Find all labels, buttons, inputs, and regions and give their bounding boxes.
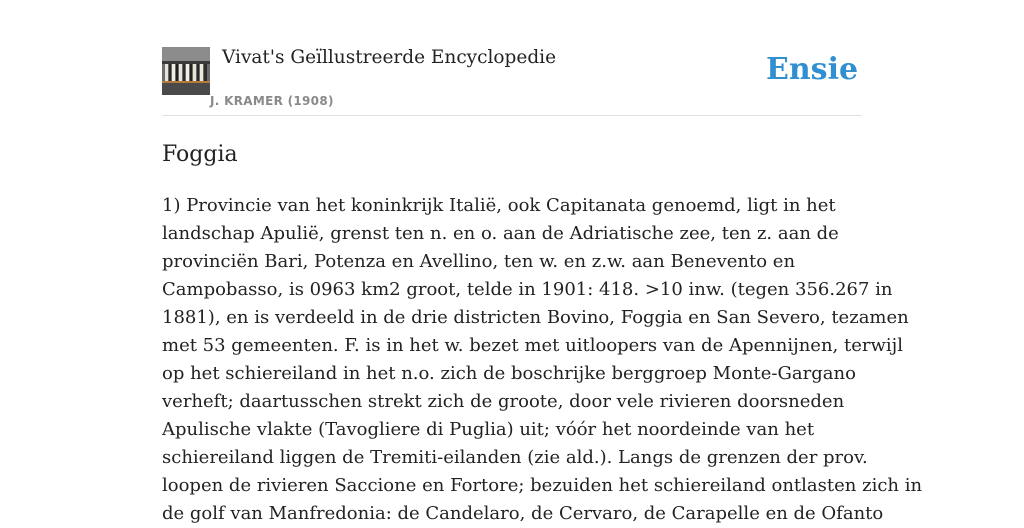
entry-line: provinciën Bari, Potenza en Avellino, ten w. en z.w. aan Benevento en — [162, 251, 796, 272]
book-spines-icon — [162, 47, 210, 95]
ensie-logo[interactable]: Ensie — [766, 52, 859, 87]
author-label: J. KRAMER (1908) — [210, 94, 334, 108]
entry-line: schiereiland liggen de Tremiti-eilanden (zie ald.). Langs de grenzen der prov. — [162, 447, 868, 468]
entry-line: de golf van Manfredonia: de Candelaro, de Cervaro, de Carapelle en de Ofanto — [162, 503, 884, 524]
entry-line: Apulische vlakte (Tavogliere di Puglia) uit; vóór het noordeinde van het — [162, 419, 815, 440]
entry-line: loopen de rivieren Saccione en Fortore; bezuiden het schiereiland ontlasten zich in — [162, 475, 923, 496]
entry-line: met 53 gemeenten. F. is in het w. bezet met uitloopers van de Apennijnen, terwijl — [162, 335, 903, 356]
entry-line: Campobasso, is 0963 km2 groot, telde in 1901: 418. >10 inw. (tegen 356.267 in — [162, 279, 893, 300]
entry-body — [162, 192, 923, 528]
entry-line: op het schiereiland in het n.o. zich de boschrijke berggroep Monte-Gargano — [162, 363, 856, 384]
entry-line: landschap Apulië, grenst ten n. en o. aan de Adriatische zee, ten z. aan de — [162, 223, 839, 244]
header-divider — [162, 115, 862, 116]
avatar[interactable] — [162, 47, 210, 95]
book-title[interactable]: Vivat's Geïllustreerde Encyclopedie — [222, 47, 557, 68]
entry-title: Foggia — [162, 142, 238, 167]
entry-line: 1881), en is verdeeld in de drie districten Bovino, Foggia en San Severo, tezamen — [162, 307, 909, 328]
entry-line: verheft; daartusschen strekt zich de groote, door vele rivieren doorsneden — [162, 391, 845, 412]
entry-line: 1) Provincie van het koninkrijk Italië, ook Capitanata genoemd, ligt in het — [162, 195, 836, 216]
